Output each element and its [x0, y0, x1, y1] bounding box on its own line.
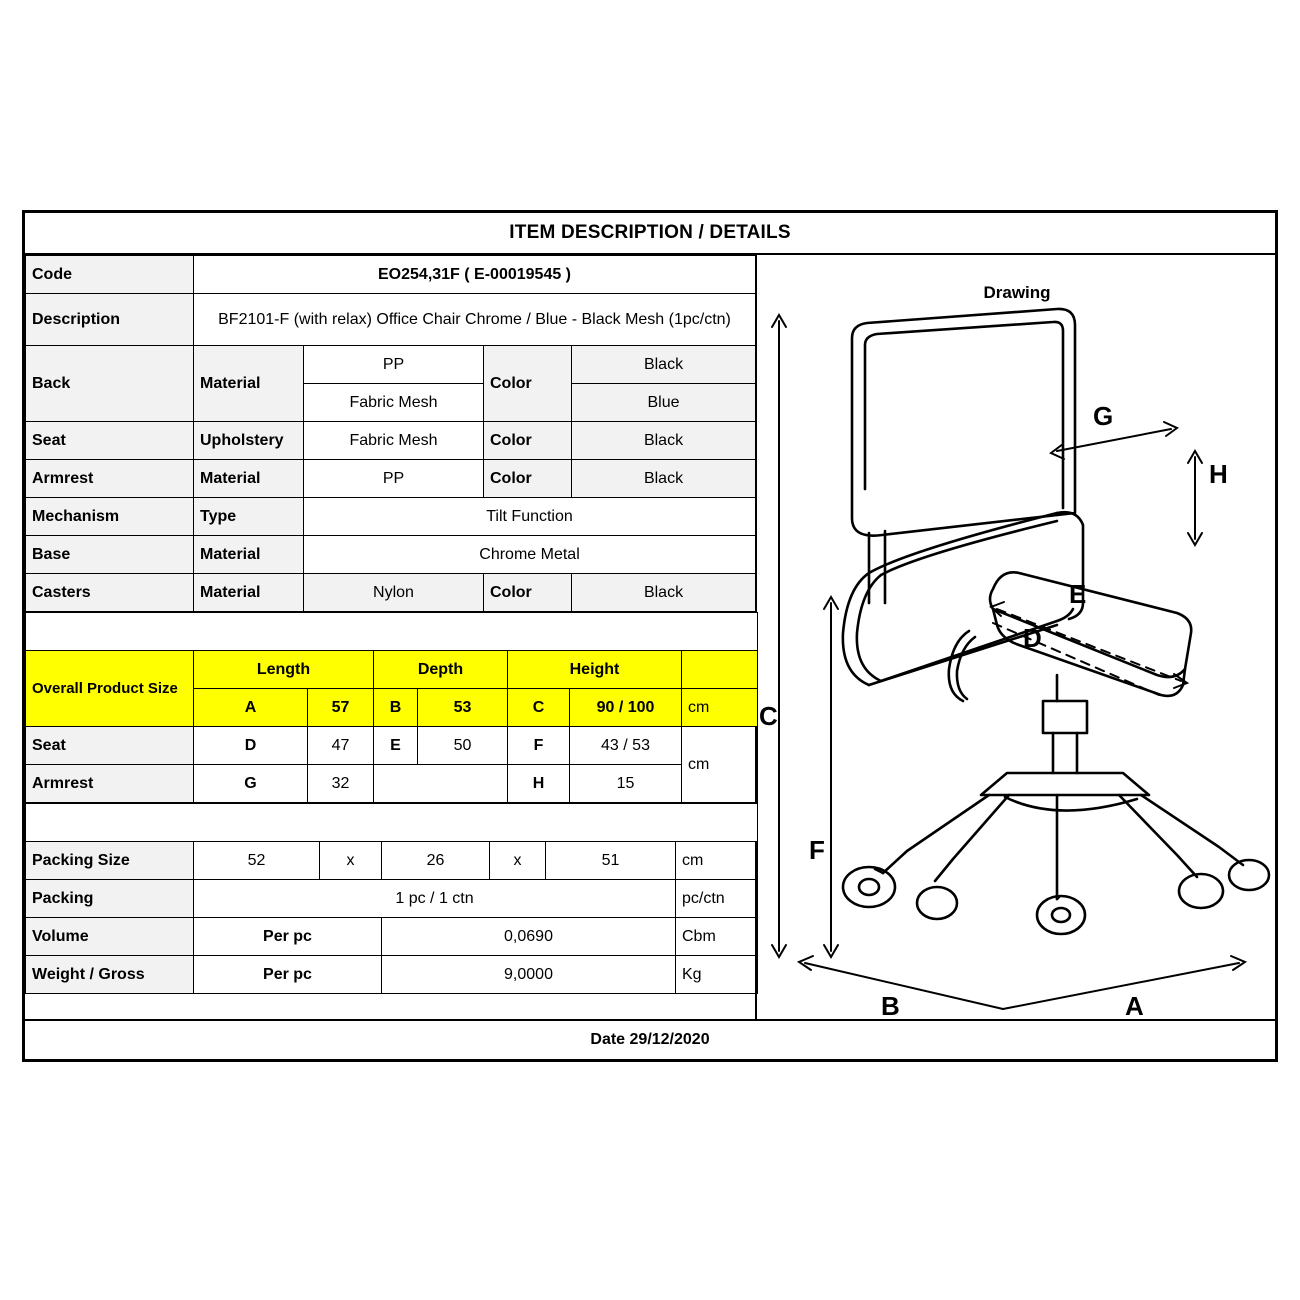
drawing-title: Drawing [983, 283, 1051, 302]
size-key-g: G [194, 765, 308, 803]
dimension-label-a: A [1125, 991, 1144, 1021]
casters-label: Casters [26, 574, 194, 612]
base-material-label: Material [194, 536, 304, 574]
armrest-material-value: PP [304, 460, 484, 498]
casters-color-value: Black [572, 574, 756, 612]
packing-size-width: 26 [382, 842, 490, 880]
size-key-a: A [194, 689, 308, 727]
size-seat-row [26, 727, 758, 765]
seat-color-label: Color [484, 422, 572, 460]
size-key-d: D [194, 727, 308, 765]
size-key-c: C [508, 689, 570, 727]
table-row-casters [26, 574, 756, 612]
overall-size-label: Overall Product Size [26, 651, 194, 727]
details-column [25, 255, 757, 1019]
casters-color-label: Color [484, 574, 572, 612]
size-value-g: 32 [308, 765, 374, 803]
armrest-label: Armrest [26, 460, 194, 498]
size-key-h: H [508, 765, 570, 803]
mechanism-type-label: Type [194, 498, 304, 536]
back-label: Back [26, 346, 194, 422]
size-key-f: F [508, 727, 570, 765]
weight-per: Per pc [194, 956, 382, 994]
armrest-color-label: Color [484, 460, 572, 498]
depth-header: Depth [374, 651, 508, 689]
dimension-label-g: G [1093, 401, 1114, 431]
packing-size-x2: x [490, 842, 546, 880]
back-material-label: Material [194, 346, 304, 422]
size-armrest-row [26, 765, 758, 803]
base-label: Base [26, 536, 194, 574]
table-row-base [26, 536, 756, 574]
page-title: ITEM DESCRIPTION / DETAILS [25, 213, 1275, 255]
unit-header-blank [682, 651, 758, 689]
seat-upholstery-label: Upholstery [194, 422, 304, 460]
back-color-value-2: Blue [572, 384, 756, 422]
date-footer: Date 29/12/2020 [25, 1019, 1275, 1059]
packing-value: 1 pc / 1 ctn [194, 880, 676, 918]
packing-size-unit: cm [676, 842, 758, 880]
volume-unit: Cbm [676, 918, 758, 956]
dimension-label-h: H [1209, 459, 1228, 489]
volume-row [26, 918, 758, 956]
seat-color-value: Black [572, 422, 756, 460]
dimension-label-f: F [809, 835, 825, 865]
length-header: Length [194, 651, 374, 689]
volume-per: Per pc [194, 918, 382, 956]
table-row-back-1 [26, 346, 756, 384]
size-armrest-label: Armrest [26, 765, 194, 803]
size-value-f: 43 / 53 [570, 727, 682, 765]
size-unit-cm-2: cm [682, 727, 758, 803]
packing-size-label: Packing Size [26, 842, 194, 880]
dimension-label-d: D [1023, 623, 1042, 653]
back-material-value-1: PP [304, 346, 484, 384]
weight-label: Weight / Gross [26, 956, 194, 994]
packing-unit: pc/ctn [676, 880, 758, 918]
size-key-e: E [374, 727, 418, 765]
weight-value: 9,0000 [382, 956, 676, 994]
armrest-material-label: Material [194, 460, 304, 498]
weight-unit: Kg [676, 956, 758, 994]
dimension-label-b: B [881, 991, 900, 1021]
table-row-seat [26, 422, 756, 460]
seat-upholstery-value: Fabric Mesh [304, 422, 484, 460]
size-header-row [26, 651, 758, 689]
size-value-e: 50 [418, 727, 508, 765]
volume-value: 0,0690 [382, 918, 676, 956]
spacer-2 [26, 804, 758, 842]
packing-row [26, 880, 758, 918]
base-material-value: Chrome Metal [304, 536, 756, 574]
spec-table [25, 255, 756, 612]
seat-label: Seat [26, 422, 194, 460]
table-row-code [26, 256, 756, 294]
casters-material-label: Material [194, 574, 304, 612]
drawing-column [757, 255, 1277, 1019]
drawing-area [757, 303, 1277, 1043]
spacer [26, 613, 758, 651]
size-value-b: 53 [418, 689, 508, 727]
size-key-b: B [374, 689, 418, 727]
description-value: BF2101-F (with relax) Office Chair Chrome / Blue - Black Mesh (1pc/ctn) [194, 294, 756, 346]
size-value-a: 57 [308, 689, 374, 727]
size-value-d: 47 [308, 727, 374, 765]
packing-table [25, 803, 758, 994]
size-unit-cm: cm [682, 689, 758, 727]
packing-size-height: 51 [546, 842, 676, 880]
sheet-body [25, 255, 1275, 1019]
casters-material-value: Nylon [304, 574, 484, 612]
dimension-label-e: E [1069, 579, 1087, 609]
volume-label: Volume [26, 918, 194, 956]
mechanism-type-value: Tilt Function [304, 498, 756, 536]
code-value: EO254,31F ( E-00019545 ) [194, 256, 756, 294]
mechanism-label: Mechanism [26, 498, 194, 536]
back-material-value-2: Fabric Mesh [304, 384, 484, 422]
back-color-label: Color [484, 346, 572, 422]
code-label: Code [26, 256, 194, 294]
packing-label: Packing [26, 880, 194, 918]
description-label: Description [26, 294, 194, 346]
chair-technical-drawing [757, 303, 1277, 1043]
packing-size-row [26, 842, 758, 880]
size-value-h: 15 [570, 765, 682, 803]
item-description-sheet [22, 210, 1278, 1062]
size-blank-cell [374, 765, 508, 803]
size-value-c: 90 / 100 [570, 689, 682, 727]
table-row-mechanism [26, 498, 756, 536]
packing-size-x1: x [320, 842, 382, 880]
table-row-description [26, 294, 756, 346]
size-seat-label: Seat [26, 727, 194, 765]
armrest-color-value: Black [572, 460, 756, 498]
dimension-label-c: C [759, 701, 778, 731]
weight-row [26, 956, 758, 994]
packing-size-length: 52 [194, 842, 320, 880]
height-header: Height [508, 651, 682, 689]
size-table [25, 612, 758, 803]
table-row-armrest [26, 460, 756, 498]
back-color-value-1: Black [572, 346, 756, 384]
